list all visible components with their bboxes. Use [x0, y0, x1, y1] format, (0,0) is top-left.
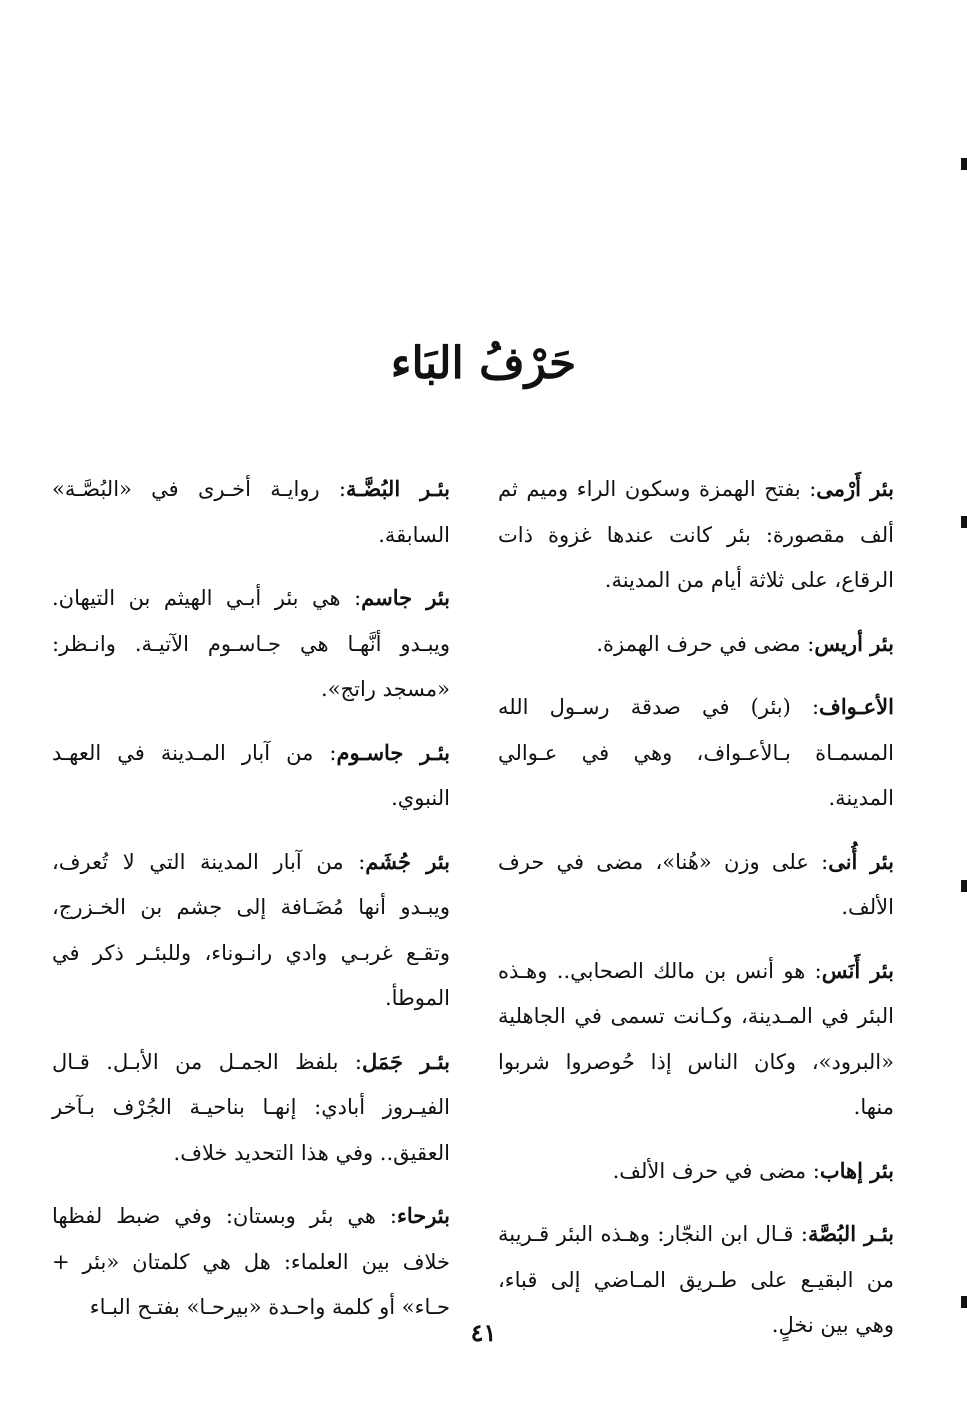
- entry-text: : مضى في حرف الهمزة.: [596, 631, 815, 656]
- dictionary-entry: [498, 621, 894, 668]
- entry-term: بئر أَنَس: [821, 957, 894, 983]
- dictionary-entry: [498, 839, 894, 931]
- dictionary-entry: [52, 466, 450, 558]
- dictionary-entry: [52, 575, 450, 713]
- entry-text: : على وزن «هُنا»، مضى في حرف الألف.: [498, 849, 894, 919]
- dictionary-entry: [498, 948, 894, 1131]
- entry-term: بئـر البُضَّـة: [345, 476, 450, 501]
- page-number: ٤١: [470, 1318, 497, 1347]
- dictionary-entry: [52, 1193, 450, 1331]
- entry-text: : بلفظ الجمـل من الأبـل. قـال الفيـروز أبادي: إنهـا بناحيـة الجُرْف بـآخر العقيق.. وفي هذا التحديد خلاف.: [52, 1049, 450, 1165]
- entry-term: الأعـواف: [819, 694, 894, 719]
- entry-text: : هو أنس بن مالك الصحابي.. وهـذه البئر في المـدينة، وكـانت تسمى في الجاهلية «البرود»، وكان الناس إذا حُوصروا شربوا منها.: [498, 958, 894, 1119]
- entry-text: : بفتح الهمزة وسكون الراء وميم ثم ألف مقصورة: بئر كانت عندها غزوة ذات الرقاع، على ثلاثة أيام من المدينة.: [498, 477, 894, 592]
- page-edge-mark: [961, 1296, 967, 1308]
- dictionary-entry: [52, 730, 450, 822]
- entry-text: : روايـة أخـرى في «البُصَّـة» السابقة.: [52, 477, 450, 547]
- entry-term: بئـر البُصَّة: [807, 1221, 895, 1246]
- dictionary-entry: [52, 1039, 450, 1177]
- entry-term: بئر جُشَم: [365, 848, 451, 874]
- dictionary-entry: [498, 1148, 894, 1195]
- page-edge-mark: [961, 880, 967, 892]
- entry-term: بئر أريس: [814, 630, 894, 656]
- entry-text: : مضى في حرف الألف.: [612, 1158, 820, 1183]
- page-edge-mark: [961, 158, 967, 170]
- dictionary-entry: [498, 684, 894, 822]
- entry-term: بئـر جَمَل: [361, 1048, 450, 1074]
- entry-text: : قـال ابن النجّار: وهـذه البئر قـريبة من البقيـع على طـريق المـاضي إلى قباء، وهي بين نخلٍ.: [498, 1222, 894, 1337]
- entry-text: : من آبار المدينة التي لا تُعرف، ويبـدو أنها مُضَـافة إلى جشم بن الخـزرج، وتقـع غربـي وادي رانـوناء، وللبئـر ذكر في الموطأ.: [52, 849, 450, 1010]
- entry-term: بئر أُنى: [828, 848, 894, 874]
- entry-term: بئـر جاسـوم: [336, 739, 451, 765]
- left-column: [52, 466, 450, 1348]
- entry-text: : هي بئر وبستان: وفي ضبط لفظها خلاف بين العلماء: هل هي كلمتان «بئر + حـاء» أو كلمة واحـدة «بيرحـا» بفتـح البـاء: [52, 1204, 450, 1319]
- entry-term: بئر أَرْمى: [816, 476, 894, 501]
- dictionary-entry: [498, 466, 894, 604]
- chapter-title: حَرْفُ البَاء: [390, 338, 577, 389]
- entry-text: : (بئر) في صدقة رسـول الله المسمـاة بـالأعـواف، وهي في عـوالي المدينة.: [498, 695, 894, 810]
- entry-term: بئر جاسم: [361, 585, 450, 610]
- entry-text: : من آبار المـدينة في العهـد النبوي.: [52, 740, 450, 810]
- entry-text: : هي بئر أبـي الهيثم بن التيهان. ويبـدو أنَّهـا هي جـاسـوم الآتيـة. وانـظر: «مسجد راتج».: [52, 586, 450, 701]
- entry-term: بئرحاء: [396, 1203, 450, 1228]
- dictionary-entry: [52, 839, 450, 1022]
- page-edge-mark: [961, 516, 967, 528]
- entry-term: بئر إهاب: [819, 1157, 894, 1183]
- right-column: [498, 466, 894, 1366]
